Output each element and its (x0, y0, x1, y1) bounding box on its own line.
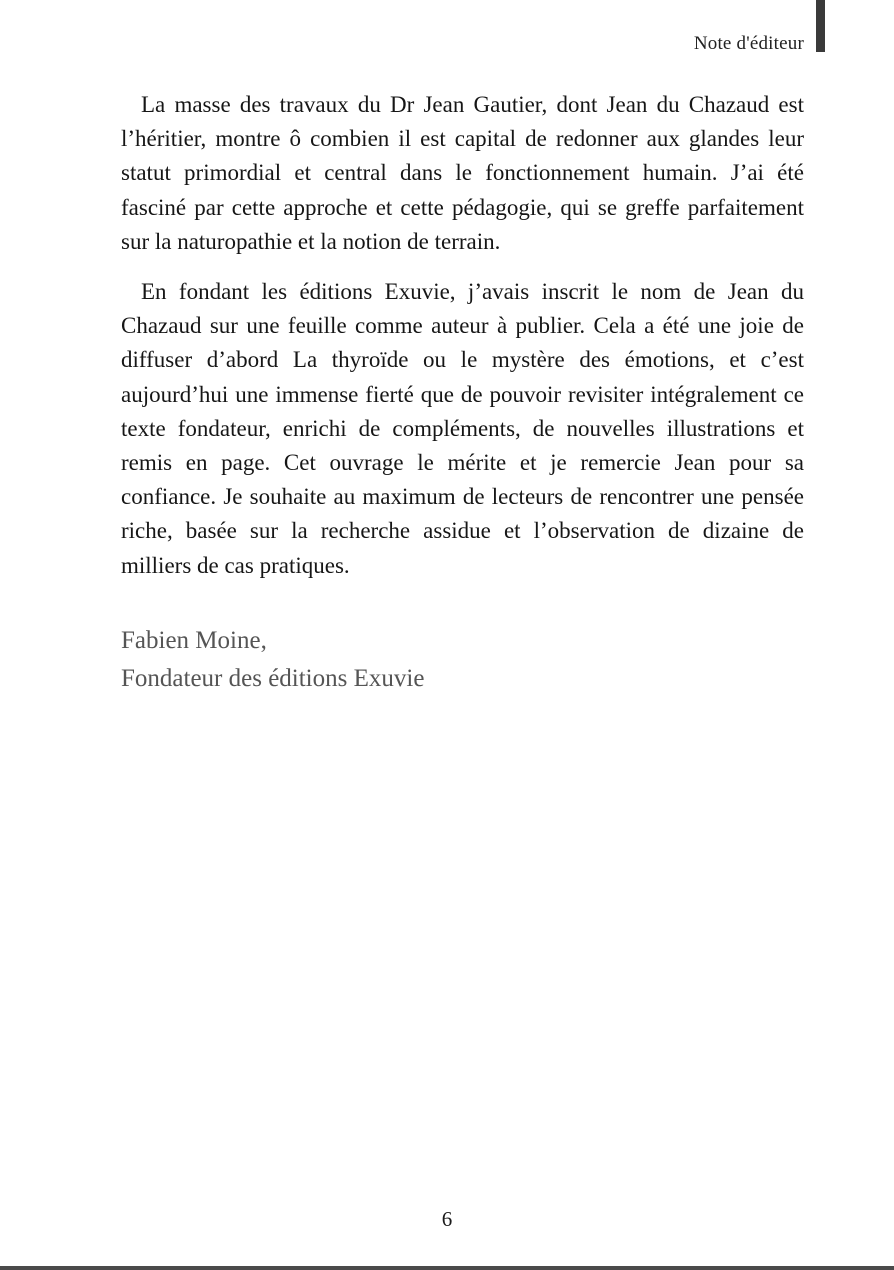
paragraph: En fondant les éditions Exuvie, j’avais inscrit le nom de Jean du Chazaud sur une feuille comme auteur à publier. Cela a été une joie de diffuser d’abord La thyroïde ou le mystère des émotions, et c’est aujourd’hui une immense fierté que de pouvoir revisiter intégralement ce texte fondateur, enrichi de compléments, de nouvelles illustrations et remis en page. Cet ouvrage le mérite et je remercie Jean pour sa confiance. Je souhaite au maximum de lecteurs de rencontrer une pensée riche, basée sur la recherche assidue et l’observation de dizaine de milliers de cas pratiques. (121, 279, 804, 578)
signature-name: Fabien Moine, (121, 627, 267, 654)
body-text (121, 88, 804, 583)
page-number: 6 (441, 1207, 453, 1231)
running-header: Note d'éditeur (693, 33, 804, 54)
bottom-rule (0, 1266, 894, 1270)
chapter-thumb-tab (816, 0, 825, 52)
signature-block (121, 622, 424, 698)
signature-role: Fondateur des éditions Exuvie (121, 665, 425, 692)
paragraph: La masse des travaux du Dr Jean Gautier, dont Jean du Chazaud est l’héritier, montre ô combien il est capital de redonner aux glandes leur statut primordial et central dans le fonctionnement humain. J’ai été fasciné par cette approche et cette pédagogie, qui se greffe parfaitement sur la naturopathie et la notion de terrain. (121, 92, 804, 254)
